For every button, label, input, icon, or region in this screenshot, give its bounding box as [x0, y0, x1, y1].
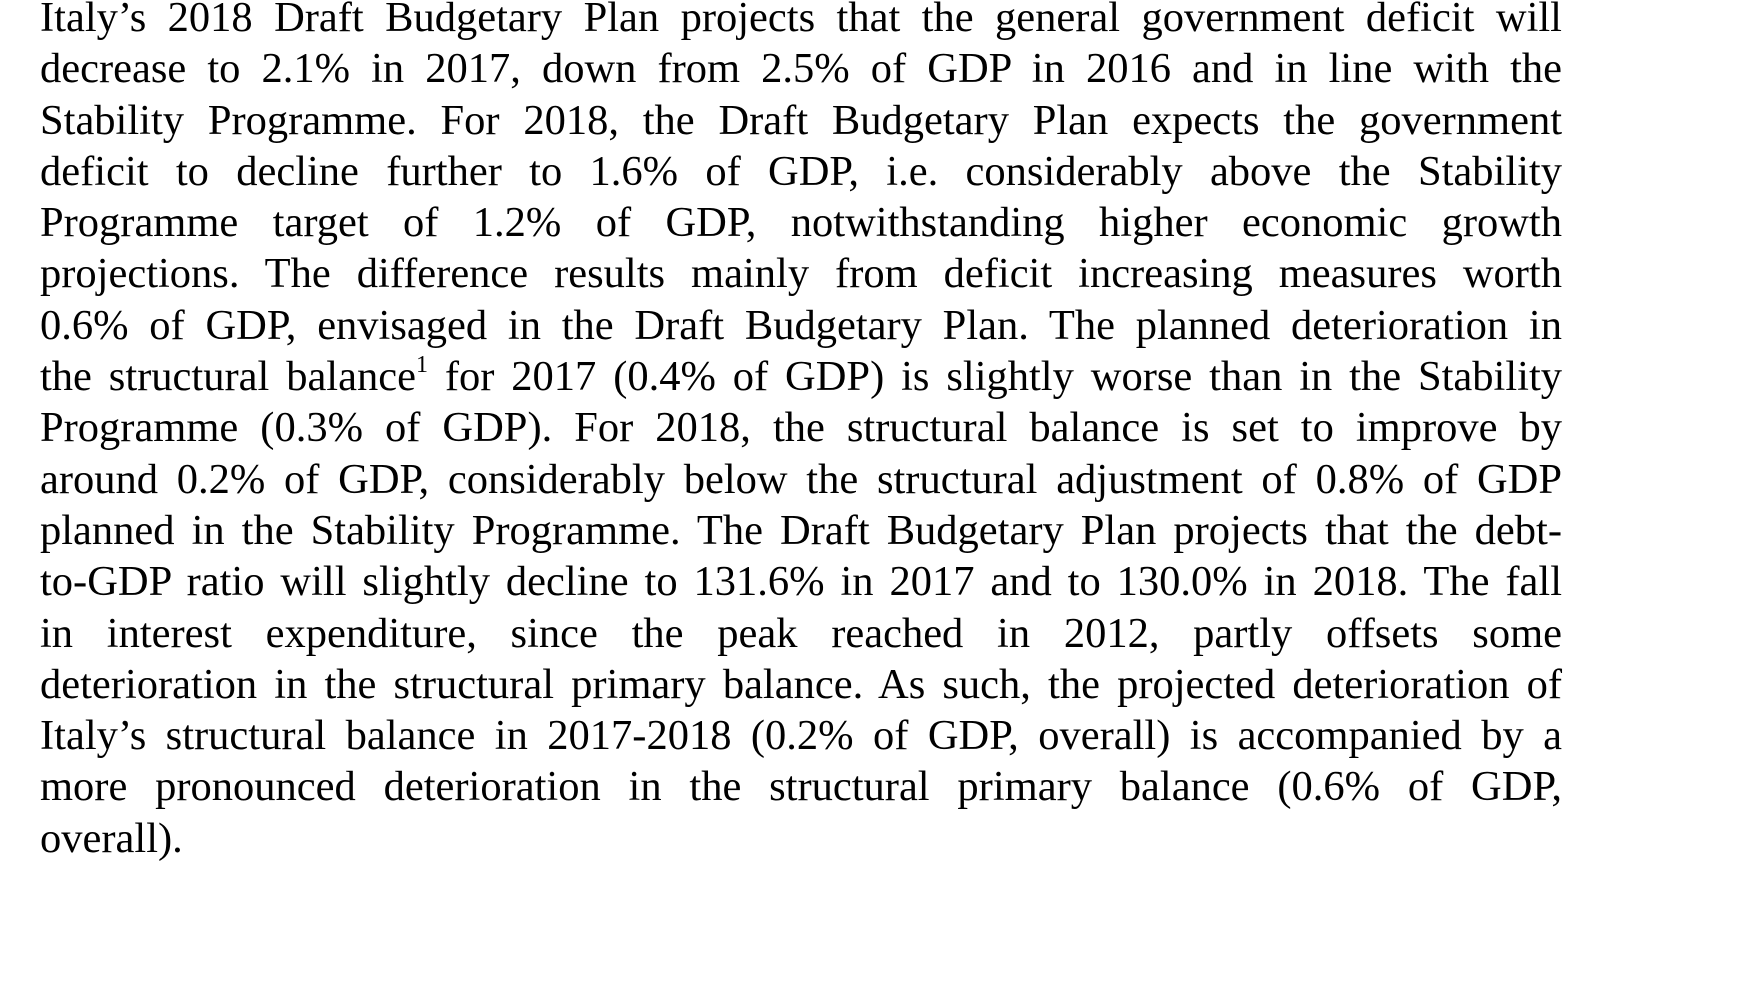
text-line: Italy’s 2018 Draft Budgetary Plan projects that the general government deficit will	[40, 0, 1562, 41]
text-line: in interest expenditure, since the peak reached in 2012, partly offsets some	[40, 609, 1562, 657]
text-line: Italy’s structural balance in 2017-2018 (0.2% of GDP, overall) is accompanied by a	[40, 712, 1562, 760]
text-line: Programme target of 1.2% of GDP, notwithstanding higher economic growth	[40, 199, 1562, 247]
footnote-marker[interactable]: 1	[415, 352, 428, 379]
text-line: Programme (0.3% of GDP). For 2018, the structural balance is set to improve by	[40, 404, 1562, 452]
text-line: decrease to 2.1% in 2017, down from 2.5% of GDP in 2016 and in line with the	[40, 45, 1562, 93]
text-line: to-GDP ratio will slightly decline to 131.6% in 2017 and to 130.0% in 2018. The fall	[40, 558, 1562, 606]
text-line: planned in the Stability Programme. The Draft Budgetary Plan projects that the debt-	[40, 506, 1562, 554]
text-line: 0.6% of GDP, envisaged in the Draft Budgetary Plan. The planned deterioration in	[40, 301, 1562, 349]
text-line: Stability Programme. For 2018, the Draft Budgetary Plan expects the government	[40, 96, 1562, 144]
text-segment: the structural balance	[40, 353, 416, 401]
text-line: more pronounced deterioration in the structural primary balance (0.6% of GDP,	[40, 763, 1562, 811]
text-line: deterioration in the structural primary balance. As such, the projected deterioration of	[40, 660, 1562, 708]
text-segment: for 2017 (0.4% of GDP) is slightly worse than in the Stability	[427, 353, 1562, 401]
text-line: deficit to decline further to 1.6% of GDP, i.e. considerably above the Stability	[40, 147, 1562, 195]
text-line: projections. The difference results mainly from deficit increasing measures worth	[40, 250, 1562, 298]
text-line-with-footnote	[40, 351, 1562, 402]
text-line: around 0.2% of GDP, considerably below the structural adjustment of 0.8% of GDP	[40, 455, 1562, 503]
text-line: overall).	[40, 814, 183, 862]
document-paragraph	[40, 0, 1562, 864]
